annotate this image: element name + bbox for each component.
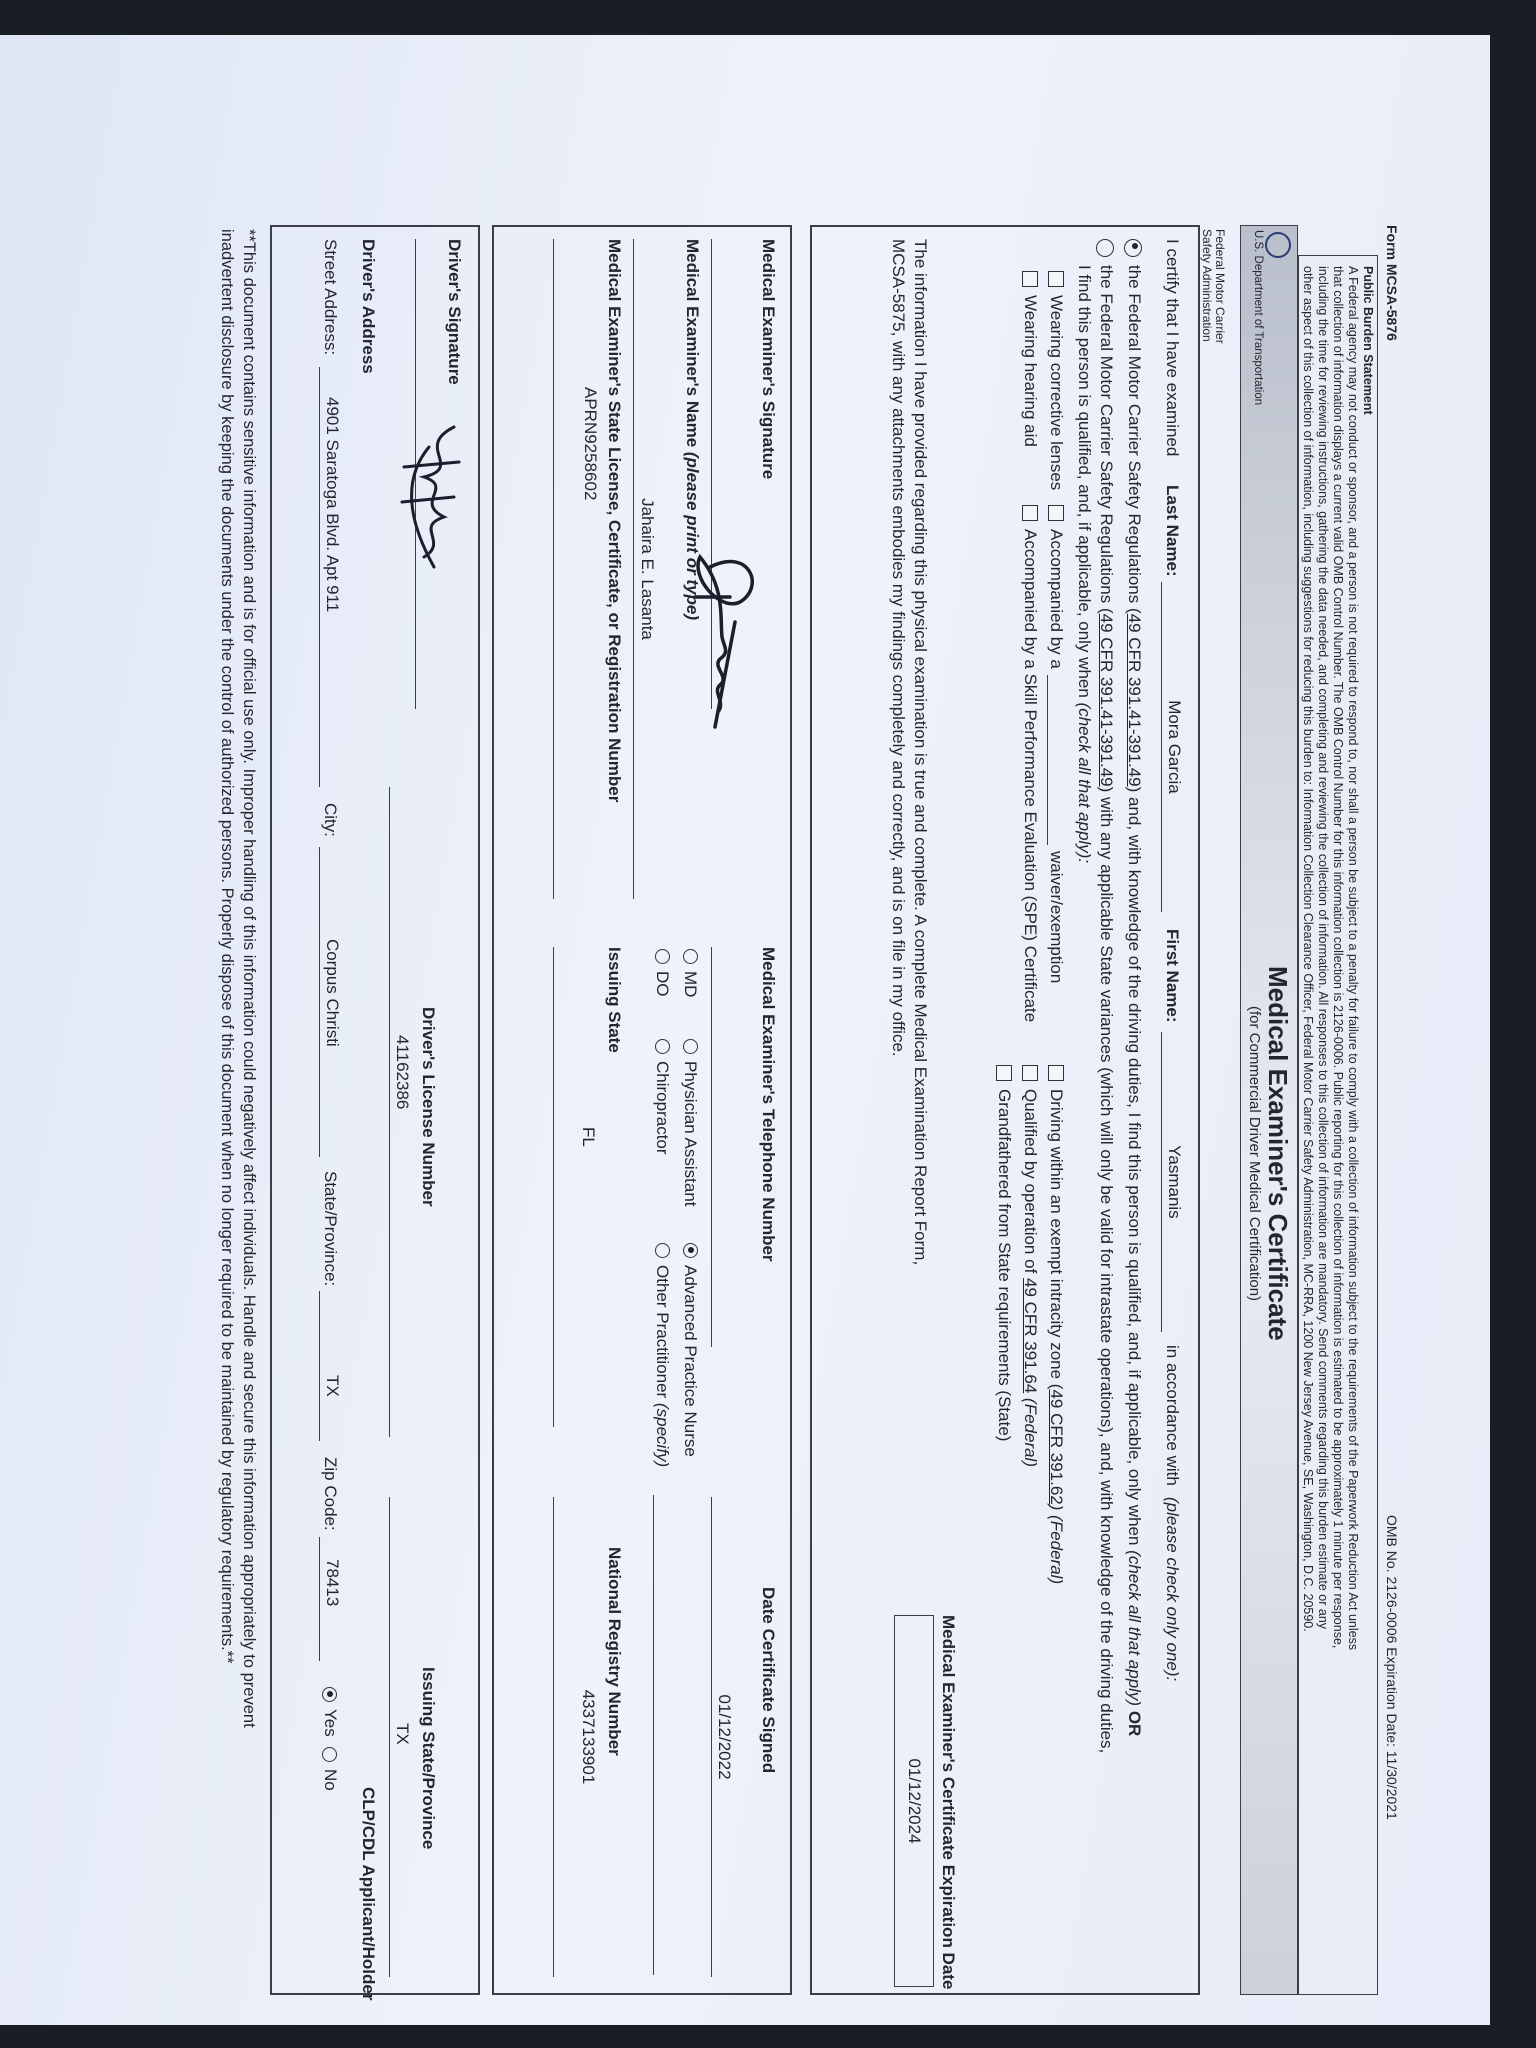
license-line	[553, 239, 554, 899]
city-line	[319, 847, 320, 1157]
agency-line: U.S. Department of Transportation	[1252, 230, 1264, 406]
burden-line: other aspect of this collection of information, including suggestions for reducing this burden to: Information Collection Clearance Officer, Federal Motor Carrier Safety Administration, MC-RRA, 1200 New Jersey Avenue, SE, Washington, D.C. 20590.	[1301, 266, 1315, 1632]
accompanied-waiver-checkbox[interactable]	[1048, 505, 1064, 521]
issuing-state-line	[553, 947, 554, 1427]
apn-label: Advanced Practice Nurse	[681, 1265, 700, 1457]
qualified-by-label: Qualified by operation of 49 CFR 391.64 (Federal)	[1021, 1089, 1040, 1467]
pa-radio[interactable]	[683, 1039, 698, 1054]
statement-line: The information I have provided regarding this physical examination is true and complete. A complete Medical Examination Report Form,	[911, 239, 930, 1266]
accompanied-label: Accompanied by a	[1047, 529, 1066, 669]
spe-label: Accompanied by a Skill Performance Evaluation (SPE) Certificate	[1021, 529, 1040, 1023]
issuing-province-label: Issuing State/Province	[419, 1667, 438, 1850]
examiner-name-label: Medical Examiner's Name (please print or type)	[683, 239, 702, 621]
md-radio[interactable]	[683, 949, 698, 964]
dl-number-line	[389, 787, 390, 1437]
city-value[interactable]: Corpus Christi	[323, 939, 342, 1047]
paper-sheet	[0, 35, 1490, 2025]
qualified-by-checkbox[interactable]	[1022, 1065, 1038, 1081]
street-value[interactable]: 4901 Saratoga Blvd. Apt 911	[323, 397, 342, 613]
accordance-text: in accordance with	[1163, 1345, 1182, 1486]
certify-intro: I certify that I have examined	[1163, 239, 1182, 457]
zip-line	[319, 1537, 320, 1661]
zip-value[interactable]: 78413	[323, 1559, 342, 1607]
burden-statement-box	[1298, 255, 1378, 1995]
state-province-value[interactable]: TX	[323, 1375, 342, 1397]
expiration-field[interactable]	[894, 1615, 934, 1987]
date-signed-label: Date Certificate Signed	[759, 1587, 778, 1774]
expiration-label: Medical Examiner's Certificate Expiration Date	[939, 1615, 958, 1990]
driver-signature-image	[394, 407, 474, 607]
certification-box	[810, 225, 1200, 1995]
apn-radio[interactable]	[683, 1243, 698, 1258]
chiropractor-label: Chiropractor	[653, 1061, 672, 1155]
issuing-province-line	[389, 1497, 390, 1977]
form-title: Medical Examiner's Certificate	[1263, 966, 1293, 1341]
do-radio[interactable]	[655, 949, 670, 964]
state-province-line	[319, 1291, 320, 1441]
issuing-state-label: Issuing State	[605, 947, 624, 1053]
zip-label: Zip Code:	[321, 1457, 340, 1531]
waiver-line	[1047, 675, 1048, 845]
examiner-phone-label: Medical Examiner's Telephone Number	[759, 947, 778, 1262]
option-federal-radio[interactable]	[1124, 239, 1142, 257]
do-label: DO	[653, 971, 672, 997]
license-label: Medical Examiner's State License, Certificate, or Registration Number	[605, 239, 624, 803]
other-practitioner-line[interactable]	[653, 1495, 654, 1975]
agency-block	[1200, 229, 1226, 344]
pa-label: Physician Assistant	[681, 1061, 700, 1207]
clp-yes-radio[interactable]	[322, 1687, 337, 1702]
form-subtitle: (for Commercial Driver Medical Certification)	[1246, 1006, 1263, 1302]
grandfathered-checkbox[interactable]	[996, 1065, 1012, 1081]
clp-no-label: No	[321, 1769, 340, 1791]
accordance-note: (please check only one):	[1163, 1497, 1182, 1682]
grandfathered-label: Grandfathered from State requirements (State)	[995, 1089, 1014, 1442]
city-label: City:	[321, 803, 340, 837]
corrective-lenses-label: Wearing corrective lenses	[1047, 295, 1066, 491]
dl-number-label: Driver's License Number	[419, 1007, 438, 1207]
registry-value[interactable]: 4337133901	[579, 1689, 598, 1785]
street-label: Street Address:	[321, 239, 340, 356]
clp-yes-label: Yes	[321, 1709, 340, 1737]
option-state-text-line2: I find this person is qualified, and, if applicable, only when (check all that apply):	[1075, 265, 1094, 864]
burden-line: A Federal agency may not conduct or sponsor, and a person is not required to respond to, nor shall a person be subject to a penalty for failure to comply with a collection of information subject to the requirements of the Paperwork Reduction Act unless	[1346, 266, 1360, 1651]
registry-line	[553, 1497, 554, 1977]
dl-number-value[interactable]: 41162386	[393, 1035, 412, 1110]
rotated-form	[90, 215, 1410, 2015]
other-practitioner-radio[interactable]	[655, 1243, 670, 1258]
clp-no-radio[interactable]	[322, 1747, 337, 1762]
expiration-value: 01/12/2024	[905, 1758, 924, 1844]
first-name-value[interactable]: Yasmanis	[1165, 1145, 1184, 1219]
driver-signature-label: Driver's Signature	[445, 239, 464, 385]
spe-checkbox[interactable]	[1022, 505, 1038, 521]
examiner-box	[492, 225, 792, 1995]
issuing-province-value[interactable]: TX	[393, 1723, 412, 1745]
option-state-text: the Federal Motor Carrier Safety Regulations (49 CFR 391.41-391.49) with any applicable State variances (which will only be valid for intrastate operations), and, with knowledge of the driving duties,	[1097, 265, 1116, 1754]
clp-cdl-label: CLP/CDL Applicant/Holder	[359, 1787, 378, 2001]
form-id: Form MCSA-5876	[1384, 225, 1400, 341]
license-value[interactable]: APRN9258602	[581, 387, 600, 501]
last-name-value[interactable]: Mora Garcia	[1165, 700, 1184, 794]
burden-line: including the time for reviewing instructions, gathering the data needed, and completing and reviewing the collection of information. All responses to this collection of information are mandatory. Send comments regarding this burden estimate or any	[1316, 266, 1330, 1630]
hearing-aid-label: Wearing hearing aid	[1021, 295, 1040, 447]
other-practitioner-label: Other Practitioner (specify)	[653, 1265, 672, 1468]
dot-logo-icon	[1265, 232, 1291, 258]
first-name-label: First Name:	[1163, 929, 1182, 1023]
state-province-label: State/Province:	[321, 1171, 340, 1287]
footer-line: inadvertent disclosure by keeping the documents under the control of authorized persons. Properly dispose of this document when no longer required to be maintained by regulatory requirements.**	[218, 229, 236, 1664]
intracity-checkbox[interactable]	[1048, 1065, 1064, 1081]
examiner-name-value[interactable]: Jahaira E. Lasanta	[638, 498, 657, 640]
first-name-line	[1161, 1032, 1162, 1332]
option-federal-text: the Federal Motor Carrier Safety Regulations (49 CFR 391.41-391.49) and, with knowledge of the driving duties, I find this person is qualified, and, if applicable, only when (check all that apply) OR	[1125, 265, 1144, 1737]
driver-address-label: Driver's Address	[359, 239, 378, 374]
driver-box	[270, 225, 480, 2001]
date-signed-value[interactable]: 01/12/2022	[715, 1694, 734, 1780]
title-band	[1240, 225, 1298, 1995]
date-signed-line	[711, 1497, 712, 1977]
chiropractor-radio[interactable]	[655, 1039, 670, 1054]
md-label: MD	[681, 971, 700, 998]
issuing-state-value[interactable]: FL	[579, 1127, 598, 1147]
examiner-phone-line[interactable]	[711, 947, 712, 1347]
waiver-label: waiver/exemption	[1047, 851, 1066, 984]
burden-title: Public Burden Statement	[1361, 266, 1375, 415]
corrective-lenses-checkbox[interactable]	[1048, 271, 1064, 287]
intracity-label: Driving within an exempt intracity zone (49 CFR 391.62) (Federal)	[1047, 1089, 1066, 1585]
examiner-signature-label: Medical Examiner's Signature	[759, 239, 778, 480]
street-line	[319, 367, 320, 787]
last-name-line	[1161, 582, 1162, 912]
burden-line: that collection of information displays a current valid OMB Control Number. The OMB Control Number for this information collection is 2126-0006. Public reporting for this collection of information is estimated to be approximately 1 minute per response,	[1331, 266, 1345, 1649]
option-state-radio[interactable]	[1096, 239, 1114, 257]
last-name-label: Last Name:	[1163, 485, 1182, 577]
agency-line: Safety Administration	[1200, 229, 1214, 342]
hearing-aid-checkbox[interactable]	[1022, 271, 1038, 287]
footer-line: **This document contains sensitive information and is for official use only. Improper handling of this information could negatively affect individuals. Handle and secure this information appropriately to prevent	[240, 229, 258, 1728]
omb-number: OMB No. 2126-0006 Expiration Date: 11/30/2021	[1384, 1515, 1400, 1820]
examiner-name-line	[633, 239, 634, 899]
agency-line: Federal Motor Carrier	[1213, 229, 1227, 344]
statement-line: MCSA-5875, with any attachments embodies my findings completely and correctly, and is on file in my office.	[889, 239, 908, 1057]
registry-label: National Registry Number	[605, 1547, 624, 1756]
